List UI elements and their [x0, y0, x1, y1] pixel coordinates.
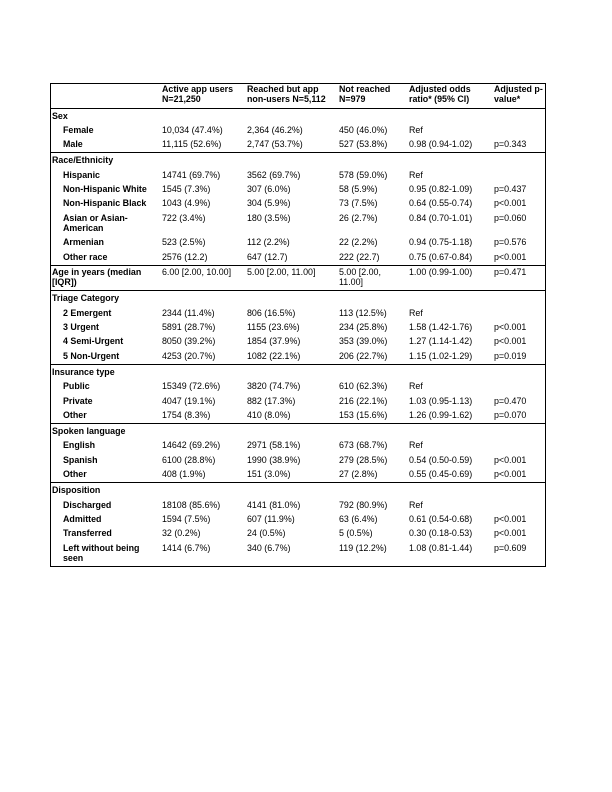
row-label: Discharged	[63, 499, 112, 510]
demographics-table	[50, 83, 545, 567]
table-cell: 0.54 (0.50-0.59)	[409, 454, 473, 465]
table-cell: 0.84 (0.70-1.01)	[409, 212, 473, 223]
table-row	[50, 197, 545, 211]
section-title: Insurance type	[52, 366, 115, 377]
column-header	[50, 83, 160, 108]
row-label: Spanish	[63, 454, 98, 465]
table-cell: 4141 (81.0%)	[247, 499, 301, 510]
table-cell: 4253 (20.7%)	[160, 350, 245, 365]
table-cell: 0.55 (0.45-0.69)	[407, 468, 492, 483]
table-row	[50, 380, 545, 394]
section-header	[50, 424, 545, 440]
table-cell: 1990 (38.9%)	[247, 454, 301, 465]
table-cell: 11,115 (52.6%)	[160, 138, 245, 153]
table-cell: p=0.060	[494, 212, 527, 223]
table-cell: 1594 (7.5%)	[162, 513, 211, 524]
table-cell: p<0.001	[492, 468, 545, 483]
table-cell: 10,034 (47.4%)	[162, 124, 223, 135]
row-label: Other race	[50, 251, 160, 266]
row-label: Transferred	[63, 528, 112, 539]
table-cell: 5.00 [2.00, 11.00]	[245, 265, 337, 291]
table-cell: 1155 (23.6%)	[247, 322, 300, 333]
table-cell: p=0.471	[492, 265, 545, 291]
table-cell: 578 (59.0%)	[339, 169, 388, 180]
table-row	[50, 513, 545, 527]
table-cell: 112 (2.2%)	[247, 237, 290, 248]
table-row	[50, 212, 545, 237]
table-row	[50, 169, 545, 183]
table-row	[50, 454, 545, 468]
table-cell: 14741 (69.7%)	[162, 169, 221, 180]
row-label: Asian or Asian-American	[63, 212, 128, 233]
table-cell: p=0.019	[492, 350, 545, 365]
table-cell: 2971 (58.1%)	[247, 440, 301, 451]
table-cell: p<0.001	[494, 513, 527, 524]
table-cell: 340 (6.7%)	[245, 542, 337, 567]
table-cell	[492, 124, 545, 138]
row-label: 3 Urgent	[63, 322, 99, 333]
table-cell: Ref	[409, 307, 423, 318]
table-cell: 180 (3.5%)	[247, 212, 291, 223]
table-cell: Ref	[409, 381, 423, 392]
table-cell: 882 (17.3%)	[247, 395, 296, 406]
table-cell: 1.27 (1.14-1.42)	[409, 336, 473, 347]
row-label: Hispanic	[63, 169, 100, 180]
table-cell: 6.00 [2.00, 10.00]	[160, 265, 245, 291]
section-header	[50, 364, 545, 380]
table-row	[50, 251, 545, 266]
section-header	[50, 108, 545, 124]
table-cell: 647 (12.7)	[245, 251, 337, 266]
table-cell: p<0.001	[494, 198, 527, 209]
table-cell: 18108 (85.6%)	[162, 499, 221, 510]
table-cell: 216 (22.1%)	[339, 395, 388, 406]
table-cell: 63 (6.4%)	[339, 513, 378, 524]
table-cell: 0.64 (0.55-0.74)	[409, 198, 473, 209]
table-row	[50, 138, 545, 153]
table-cell: 1414 (6.7%)	[160, 542, 245, 567]
table-cell: p=0.070	[492, 409, 545, 424]
table-cell: 119 (12.2%)	[337, 542, 407, 567]
section-title: Spoken language	[52, 426, 126, 437]
table-cell: 1545 (7.3%)	[162, 184, 211, 195]
table-row	[50, 409, 545, 424]
table-cell: 304 (5.9%)	[247, 198, 291, 209]
row-label: Left without being seen	[50, 542, 160, 567]
table-cell: 1.03 (0.95-1.13)	[409, 395, 473, 406]
table-cell: 113 (12.5%)	[339, 307, 387, 318]
table-row	[50, 468, 545, 483]
table-cell: 2,747 (53.7%)	[245, 138, 337, 153]
table-cell: 2344 (11.4%)	[162, 307, 215, 318]
table-cell: 1.58 (1.42-1.76)	[409, 322, 473, 333]
row-label: 5 Non-Urgent	[50, 350, 160, 365]
table-row	[50, 527, 545, 541]
table-cell: p<0.001	[494, 528, 527, 539]
header-row	[50, 83, 545, 108]
table-cell: p<0.001	[494, 454, 527, 465]
table-row	[50, 236, 545, 250]
table-cell: Ref	[409, 169, 423, 180]
table-cell: 307 (6.0%)	[247, 184, 291, 195]
section-title: Disposition	[52, 485, 101, 496]
table-row	[50, 395, 545, 409]
table-cell: Ref	[409, 124, 423, 135]
table-row	[50, 183, 545, 197]
section-header	[50, 483, 545, 499]
table-cell: p<0.001	[494, 322, 527, 333]
table-row	[50, 265, 545, 291]
table-cell	[492, 307, 545, 321]
column-header: Adjusted p-value*	[492, 83, 545, 108]
table-row	[50, 335, 545, 349]
section-title: Triage Category	[52, 293, 120, 304]
row-label: English	[63, 440, 96, 451]
table-cell: 26 (2.7%)	[339, 212, 378, 223]
table-cell: 806 (16.5%)	[247, 307, 296, 318]
table-cell: 58 (5.9%)	[339, 184, 378, 195]
table-cell: 8050 (39.2%)	[162, 336, 216, 347]
section-title: Sex	[52, 110, 68, 121]
row-label: 2 Emergent	[63, 307, 112, 318]
row-label: Age in years (median [IQR])	[50, 265, 160, 291]
table-cell: p=0.576	[494, 237, 527, 248]
table-cell: 610 (62.3%)	[339, 381, 388, 392]
table-cell: 722 (3.4%)	[162, 212, 206, 223]
table-cell: 408 (1.9%)	[160, 468, 245, 483]
table-cell: 222 (22.7)	[337, 251, 407, 266]
table-cell: p=0.437	[494, 184, 527, 195]
table-cell: 0.61 (0.54-0.68)	[409, 513, 473, 524]
table-cell: p<0.001	[492, 251, 545, 266]
table-cell	[492, 380, 545, 394]
table-cell: 353 (39.0%)	[339, 336, 388, 347]
table-cell: 4047 (19.1%)	[162, 395, 216, 406]
row-label: Other	[50, 409, 160, 424]
table-cell: Ref	[409, 440, 423, 451]
table-row	[50, 124, 545, 138]
section-header	[50, 153, 545, 169]
table-cell: 523 (2.5%)	[162, 237, 206, 248]
table-cell: 1.00 (0.99-1.00)	[407, 265, 492, 291]
table-cell: 673 (68.7%)	[339, 440, 388, 451]
table-cell: 5891 (28.7%)	[162, 322, 216, 333]
table-cell: 0.94 (0.75-1.18)	[409, 237, 473, 248]
table-cell: p=0.343	[492, 138, 545, 153]
table-cell: 792 (80.9%)	[339, 499, 388, 510]
table-cell: p=0.609	[492, 542, 545, 567]
table-row	[50, 499, 545, 513]
table-cell: 15349 (72.6%)	[162, 381, 221, 392]
table-cell: 27 (2.8%)	[337, 468, 407, 483]
table-cell: 607 (11.9%)	[247, 513, 295, 524]
row-label: 4 Semi-Urgent	[63, 336, 124, 347]
table-cell: p<0.001	[494, 336, 527, 347]
table-cell: 1.15 (1.02-1.29)	[407, 350, 492, 365]
table-cell: 5.00 [2.00, 11.00]	[337, 265, 407, 291]
section-title: Race/Ethnicity	[52, 155, 114, 166]
table-cell: Ref	[409, 499, 423, 510]
table-row	[50, 321, 545, 335]
table-cell: 3562 (69.7%)	[247, 169, 301, 180]
row-label: Private	[63, 395, 93, 406]
row-label: Other	[50, 468, 160, 483]
table-row	[50, 542, 545, 567]
table-cell: 153 (15.6%)	[337, 409, 407, 424]
table-cell: 1.08 (0.81-1.44)	[407, 542, 492, 567]
table-cell: 1043 (4.9%)	[162, 198, 211, 209]
column-header: Not reached N=979	[337, 83, 407, 108]
table-cell: 279 (28.5%)	[339, 454, 388, 465]
row-label: Admitted	[63, 513, 102, 524]
table-cell: 527 (53.8%)	[337, 138, 407, 153]
table-cell: 24 (0.5%)	[247, 528, 286, 539]
table-cell: 6100 (28.8%)	[162, 454, 216, 465]
table-cell	[492, 499, 545, 513]
table-cell: 410 (8.0%)	[245, 409, 337, 424]
table-cell: p=0.470	[494, 395, 527, 406]
table-cell: 234 (25.8%)	[339, 322, 388, 333]
table-cell: 2576 (12.2)	[160, 251, 245, 266]
section-header	[50, 291, 545, 307]
table-cell	[492, 439, 545, 453]
row-label: Non-Hispanic Black	[63, 198, 147, 209]
table-cell	[492, 169, 545, 183]
table-cell: 450 (46.0%)	[339, 124, 388, 135]
column-header: Adjusted odds ratio* (95% CI)	[407, 83, 492, 108]
table-row	[50, 439, 545, 453]
table-row	[50, 307, 545, 321]
table-cell: 22 (2.2%)	[339, 237, 378, 248]
row-label: Female	[63, 124, 94, 135]
column-header: Reached but app non-users N=5,112	[245, 83, 337, 108]
table-row	[50, 350, 545, 365]
table-cell: 2,364 (46.2%)	[247, 124, 303, 135]
row-label: Armenian	[63, 237, 104, 248]
table-cell: 0.75 (0.67-0.84)	[407, 251, 492, 266]
row-label: Non-Hispanic White	[63, 184, 147, 195]
row-label: Public	[63, 381, 90, 392]
table-cell: 206 (22.7%)	[337, 350, 407, 365]
table-cell: 5 (0.5%)	[339, 528, 373, 539]
table-cell: 73 (7.5%)	[339, 198, 378, 209]
table-cell: 151 (3.0%)	[245, 468, 337, 483]
row-label: Male	[50, 138, 160, 153]
table-cell: 1854 (37.9%)	[247, 336, 301, 347]
table-cell: 0.98 (0.94-1.02)	[407, 138, 492, 153]
table-cell: 32 (0.2%)	[162, 528, 201, 539]
table-cell: 1754 (8.3%)	[160, 409, 245, 424]
column-header: Active app users N=21,250	[160, 83, 245, 108]
table-cell: 3820 (74.7%)	[247, 381, 301, 392]
table-cell: 1.26 (0.99-1.62)	[407, 409, 492, 424]
table-cell: 14642 (69.2%)	[162, 440, 221, 451]
table-cell: 1082 (22.1%)	[245, 350, 337, 365]
table-cell: 0.30 (0.18-0.53)	[409, 528, 473, 539]
table-cell: 0.95 (0.82-1.09)	[409, 184, 473, 195]
